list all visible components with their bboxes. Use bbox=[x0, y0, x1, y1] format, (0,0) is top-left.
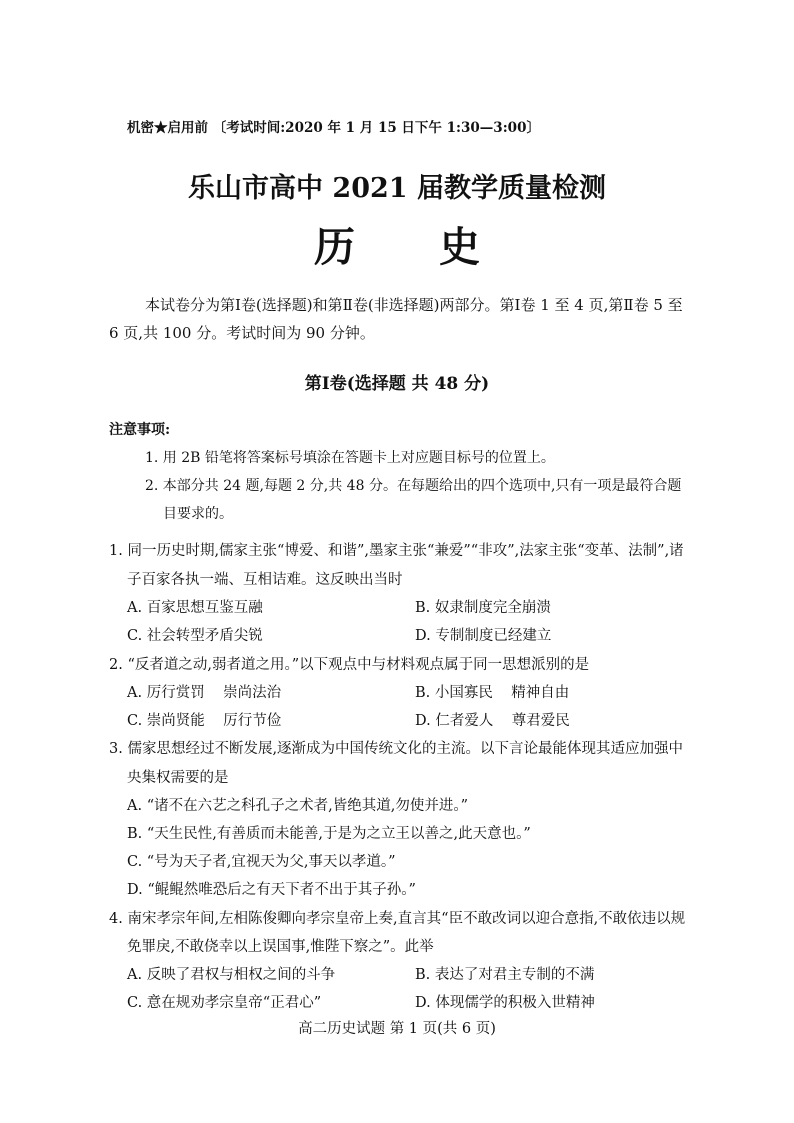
q1-option-c: C. 社会转型矛盾尖锐 bbox=[127, 628, 263, 644]
q3-option-a: A. “诸不在六艺之科孔子之术者,皆绝其道,勿使并进。” bbox=[127, 798, 468, 814]
intro-line-1: 本试卷分为第Ⅰ卷(选择题)和第Ⅱ卷(非选择题)两部分。第Ⅰ卷 1 至 4 页,第Ⅱ卷 5 至 bbox=[145, 296, 683, 314]
q2-option-c: C. 崇尚贤能 厉行节俭 bbox=[127, 713, 282, 729]
q2-option-a: A. 厉行赏罚 崇尚法治 bbox=[127, 685, 282, 701]
q4-option-b: B. 表达了对君主专制的不满 bbox=[415, 967, 595, 983]
notice-heading: 注意事项: bbox=[109, 422, 171, 438]
q3-option-b: B. “天生民性,有善质而未能善,于是为之立王以善之,此天意也。” bbox=[127, 826, 531, 842]
subject-title bbox=[0, 214, 794, 273]
q3-stem-line-2: 央集权需要的是 bbox=[127, 770, 229, 786]
q2-stem-line-1: 2. “反者道之动,弱者道之用。”以下观点中与材料观点属于同一思想派别的是 bbox=[109, 657, 590, 673]
section-title: 第Ⅰ卷(选择题 共 48 分) bbox=[304, 374, 490, 394]
subject-char-2: 史 bbox=[439, 223, 480, 271]
notice-item-2: 2. 本部分共 24 题,每题 2 分,共 48 分。在每题给出的四个选项中,只有一项是最符合题 bbox=[145, 478, 682, 494]
q2-option-b: B. 小国寡民 精神自由 bbox=[415, 685, 570, 701]
q1-option-b: B. 奴隶制度完全崩溃 bbox=[415, 600, 551, 616]
q4-option-a: A. 反映了君权与相权之间的斗争 bbox=[127, 967, 336, 983]
q3-option-d: D. “鲲鲲然唯恐后之有天下者不出于其子孙。” bbox=[127, 882, 416, 898]
q1-stem-line-1: 1. 同一历史时期,儒家主张“博爱、和谐”,墨家主张“兼爱”“非攻”,法家主张“变革、法制”,诸 bbox=[109, 543, 684, 559]
page-footer: 高二历史试题 第 1 页(共 6 页) bbox=[298, 1021, 496, 1037]
q4-stem-line-1: 4. 南宋孝宗年间,左相陈俊卿向孝宗皇帝上奏,直言其“臣不敢改词以迎合意指,不敢依违以规 bbox=[109, 911, 686, 927]
q4-option-c: C. 意在规劝孝宗皇帝“正君心” bbox=[127, 995, 322, 1011]
q3-stem-line-1: 3. 儒家思想经过不断发展,逐渐成为中国传统文化的主流。以下言论最能体现其适应加强中 bbox=[109, 741, 684, 757]
notice-item-2-cont: 目要求的。 bbox=[163, 506, 233, 522]
notice-item-1: 1. 用 2B 铅笔将答案标号填涂在答题卡上对应题目标号的位置上。 bbox=[145, 450, 555, 466]
q4-option-d: D. 体现儒学的积极入世精神 bbox=[415, 995, 595, 1011]
exam-secret-notice: 机密★启用前 〔考试时间:2020 年 1 月 15 日下午 1:30—3:00〕 bbox=[127, 120, 540, 136]
q1-option-a: A. 百家思想互鉴互融 bbox=[127, 600, 263, 616]
q1-option-d: D. 专制制度已经建立 bbox=[415, 628, 552, 644]
q4-stem-line-2: 免罪戾,不敢侥幸以上误国事,惟陛下察之”。此举 bbox=[127, 939, 434, 955]
subject-char-1: 历 bbox=[314, 223, 355, 271]
q2-option-d: D. 仁者爱人 尊君爱民 bbox=[415, 713, 570, 729]
q1-stem-line-2: 子百家各执一端、互相诘难。这反映出当时 bbox=[127, 572, 403, 588]
intro-line-2: 6 页,共 100 分。考试时间为 90 分钟。 bbox=[109, 324, 375, 342]
exam-title: 乐山市高中 2021 届教学质量检测 bbox=[188, 173, 606, 204]
q3-option-c: C. “号为天子者,宜视天为父,事天以孝道。” bbox=[127, 854, 396, 870]
